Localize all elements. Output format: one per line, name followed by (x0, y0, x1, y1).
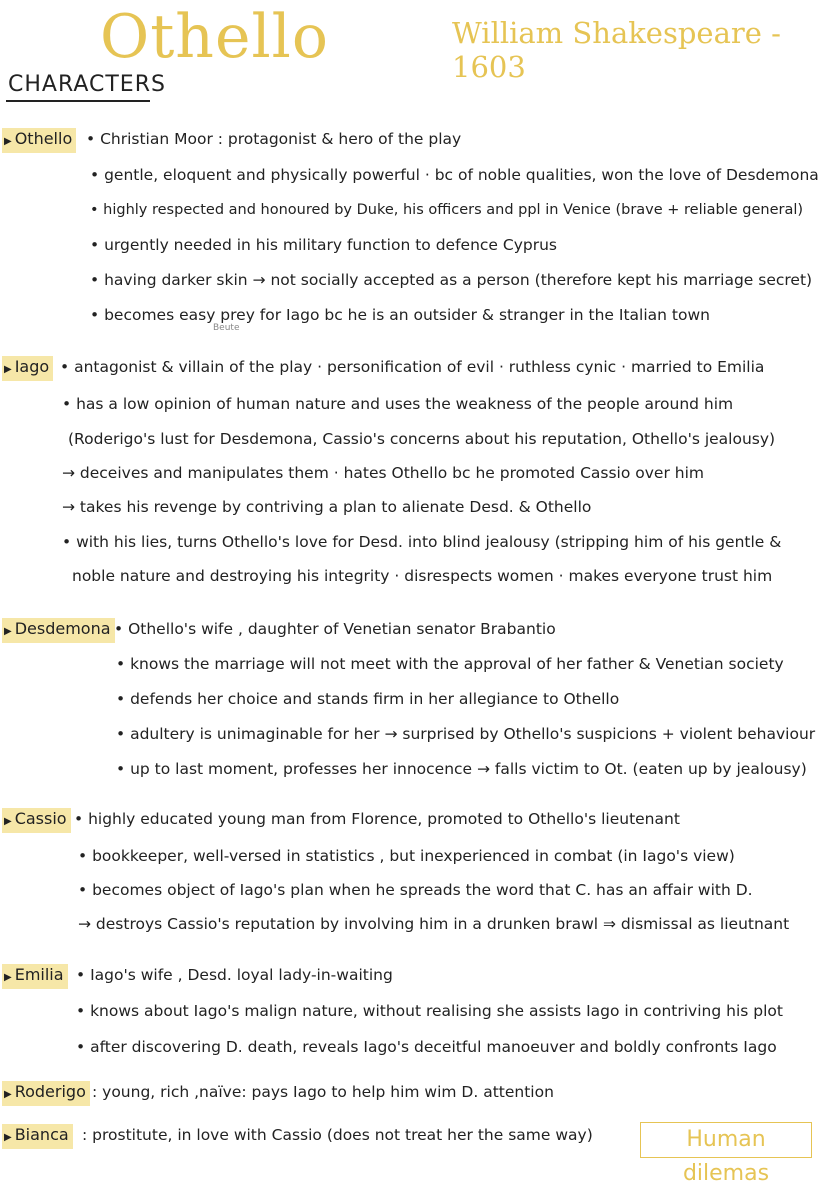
emilia-line-3: • after discovering D. death, reveals Iago's deceitful manoeuver and boldly confronts Iago (76, 1038, 777, 1056)
desdemona-line-2: • knows the marriage will not meet with the approval of her father & Venetian society (116, 655, 784, 673)
character-bianca: ▶ Bianca (2, 1124, 73, 1149)
triangle-icon: ▶ (4, 1132, 12, 1143)
bianca-line-1: : prostitute, in love with Cassio (does not treat her the same way) (82, 1126, 593, 1144)
iago-line-6: • with his lies, turns Othello's love for Desd. into blind jealousy (stripping him of his gentle & (62, 533, 782, 551)
iago-line-4: → deceives and manipulates them · hates Othello bc he promoted Cassio over him (62, 464, 704, 482)
page-title: Othello (100, 2, 329, 72)
cassio-line-4: → destroys Cassio's reputation by involving him in a drunken brawl ⇒ dismissal as lieutnant (78, 915, 790, 933)
othello-line-5: • having darker skin → not socially accepted as a person (therefore kept his marriage secret) (90, 271, 813, 289)
othello-line-1: • Christian Moor : protagonist & hero of the play (86, 130, 462, 148)
desdemona-line-3: • defends her choice and stands firm in her allegiance to Othello (116, 690, 620, 708)
section-heading: CHARACTERS (8, 72, 166, 97)
othello-line-3: • highly respected and honoured by Duke, his officers and ppl in Venice (brave + reliable general) (90, 202, 804, 218)
triangle-icon: ▶ (4, 136, 12, 147)
margin-note: Beute (213, 323, 240, 333)
triangle-icon: ▶ (4, 1089, 12, 1100)
cassio-line-2: • bookkeeper, well-versed in statistics , but inexperienced in combat (in Iago's view) (78, 847, 735, 865)
cassio-line-1: • highly educated young man from Florence, promoted to Othello's lieutenant (74, 810, 680, 828)
section-underline (6, 100, 150, 102)
iago-line-7: noble nature and destroying his integrity · disrespects women · makes everyone trust him (72, 567, 773, 585)
iago-line-3: (Roderigo's lust for Desdemona, Cassio's concerns about his reputation, Othello's jealousy) (68, 430, 776, 448)
character-iago: ▶ Iago (2, 356, 53, 381)
iago-line-5: → takes his revenge by contriving a plan to alienate Desd. & Othello (62, 498, 592, 516)
author-line: William Shakespeare - 1603 (452, 16, 781, 84)
character-cassio: ▶ Cassio (2, 808, 71, 833)
desdemona-line-4: • adultery is unimaginable for her → surprised by Othello's suspicions + violent behaviour (116, 725, 816, 743)
character-desdemona: ▶ Desdemona (2, 618, 115, 643)
roderigo-line-1: : young, rich ,naïve: pays Iago to help him wim D. attention (92, 1083, 554, 1101)
othello-line-6: • becomes easy prey for Iago bc he is an outsider & stranger in the Italian town (90, 306, 710, 324)
character-emilia: ▶ Emilia (2, 964, 68, 989)
cassio-line-3: • becomes object of Iago's plan when he spreads the word that C. has an affair with D. (78, 881, 753, 899)
othello-line-2: • gentle, eloquent and physically powerful · bc of noble qualities, won the love of Desdemona (90, 166, 819, 184)
triangle-icon: ▶ (4, 626, 12, 637)
emilia-line-2: • knows about Iago's malign nature, without realising she assists Iago in contriving his plot (76, 1002, 783, 1020)
character-othello: ▶ Othello (2, 128, 76, 153)
iago-line-1: • antagonist & villain of the play · personification of evil · ruthless cynic · married to Emilia (60, 358, 765, 376)
human-dilemmas-box: Human dilemas (640, 1122, 812, 1158)
emilia-line-1: • Iago's wife , Desd. loyal lady-in-waiting (76, 966, 393, 984)
triangle-icon: ▶ (4, 972, 12, 983)
triangle-icon: ▶ (4, 364, 12, 375)
desdemona-line-5: • up to last moment, professes her innocence → falls victim to Ot. (eaten up by jealousy) (116, 760, 807, 778)
desdemona-line-1: • Othello's wife , daughter of Venetian senator Brabantio (114, 620, 556, 638)
triangle-icon: ▶ (4, 816, 12, 827)
othello-line-4: • urgently needed in his military function to defence Cyprus (90, 236, 557, 254)
character-roderigo: ▶ Roderigo (2, 1081, 90, 1106)
iago-line-2: • has a low opinion of human nature and uses the weakness of the people around him (62, 395, 734, 413)
